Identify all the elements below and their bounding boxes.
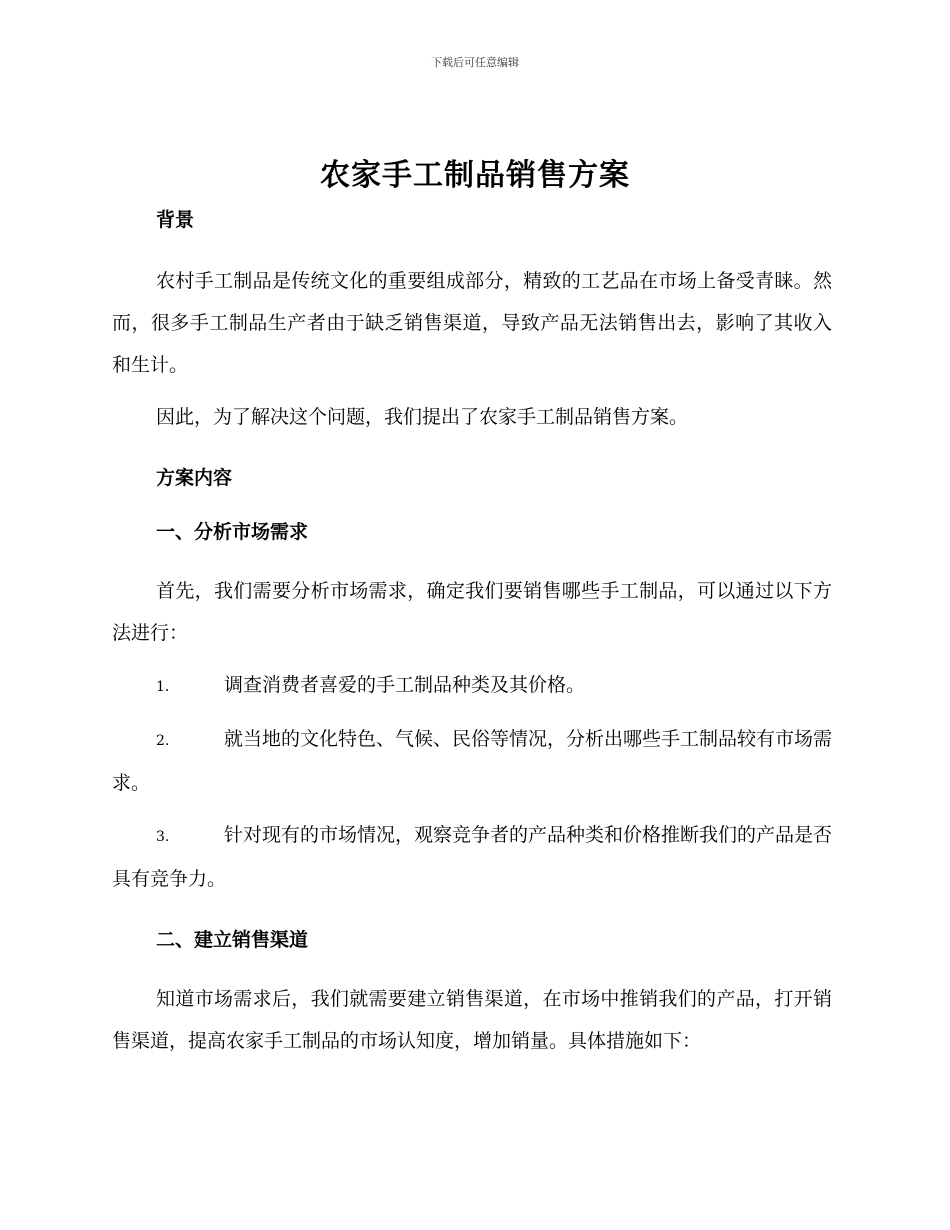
list-number: 3. [156, 829, 170, 845]
document-title: 农家手工制品销售方案 [320, 158, 630, 193]
part1-intro: 首先，我们需要分析市场需求，确定我们要销售哪些手工制品，可以通过以下方法进行： [112, 580, 832, 644]
list-text: 针对现有的市场情况，观察竞争者的产品种类和价格推断我们的产品是否具有竞争力。 [112, 824, 833, 890]
header-note: 下载后可任意编辑 [431, 56, 519, 69]
part1-heading: 一、分析市场需求 [156, 521, 309, 543]
part2-intro: 知道市场需求后，我们就需要建立销售渠道，在市场中推销我们的产品，打开销售渠道，提高农家手工制品的市场认知度，增加销量。具体措施如下： [112, 988, 832, 1052]
list-text: 就当地的文化特色、气候、民俗等情况，分析出哪些手工制品较有市场需求。 [112, 728, 833, 794]
list-text: 调查消费者喜爱的手工制品种类及其价格。 [224, 674, 586, 696]
document-body [112, 206, 832, 1062]
background-heading: 背景 [156, 209, 195, 231]
background-paragraph-2: 因此，为了解决这个问题，我们提出了农家手工制品销售方案。 [156, 406, 689, 428]
list-number: 1. [156, 679, 170, 695]
part2-heading: 二、建立销售渠道 [156, 929, 309, 951]
list-item [112, 814, 832, 900]
list-item [112, 664, 832, 708]
list-item [112, 718, 832, 804]
content-heading: 方案内容 [156, 467, 233, 489]
list-number: 2. [156, 733, 170, 749]
background-paragraph-1: 农村手工制品是传统文化的重要组成部分，精致的工艺品在市场上备受青睐。然而，很多手工制品生产者由于缺乏销售渠道，导致产品无法销售出去，影响了其收入和生计。 [112, 270, 832, 376]
